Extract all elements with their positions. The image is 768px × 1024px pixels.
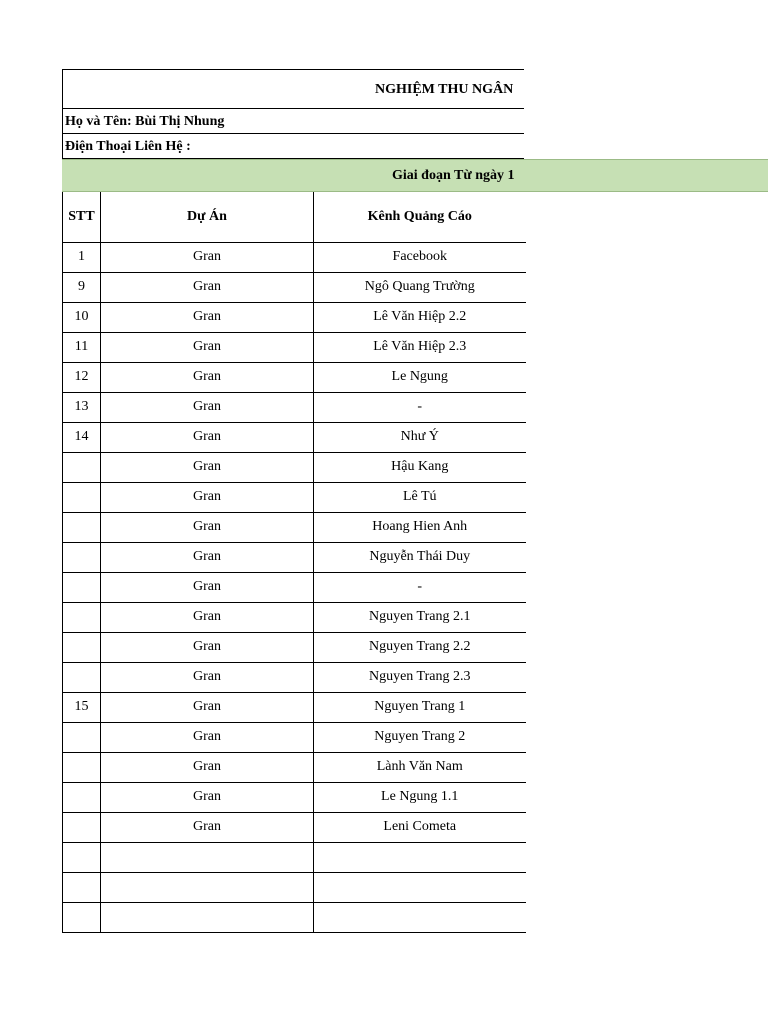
cell-du-an: Gran — [101, 662, 314, 692]
cell-stt — [63, 902, 101, 932]
cell-du-an — [101, 842, 314, 872]
table-row — [63, 722, 526, 752]
table-row — [63, 782, 526, 812]
table-row — [63, 422, 526, 452]
cell-stt — [63, 452, 101, 482]
cell-stt: 13 — [63, 392, 101, 422]
cell-stt — [63, 662, 101, 692]
cell-du-an: Gran — [101, 512, 314, 542]
table-row — [63, 572, 526, 602]
table-row — [63, 812, 526, 842]
table-row — [63, 272, 526, 302]
phone-line: Điện Thoại Liên Hệ : — [62, 134, 524, 159]
phase-text: Giai đoạn Từ ngày 1 — [392, 168, 515, 183]
cell-kenh-quang-cao: Nguyễn Thái Duy — [314, 542, 526, 572]
table-row — [63, 482, 526, 512]
cell-du-an: Gran — [101, 452, 314, 482]
table-row — [63, 872, 526, 902]
cell-du-an: Gran — [101, 332, 314, 362]
cell-stt — [63, 842, 101, 872]
cell-du-an: Gran — [101, 572, 314, 602]
cell-kenh-quang-cao: Lê Văn Hiệp 2.2 — [314, 302, 526, 332]
table-row — [63, 332, 526, 362]
cell-stt: 9 — [63, 272, 101, 302]
table-row — [63, 602, 526, 632]
cell-stt — [63, 602, 101, 632]
cell-du-an: Gran — [101, 602, 314, 632]
cell-kenh-quang-cao: Lê Tú — [314, 482, 526, 512]
table-row — [63, 902, 526, 932]
cell-du-an: Gran — [101, 752, 314, 782]
cell-du-an: Gran — [101, 782, 314, 812]
cell-kenh-quang-cao: Hoang Hien Anh — [314, 512, 526, 542]
cell-du-an — [101, 872, 314, 902]
header-du-an: Dự Án — [101, 192, 314, 242]
table-row — [63, 362, 526, 392]
cell-du-an: Gran — [101, 542, 314, 572]
cell-du-an: Gran — [101, 392, 314, 422]
cell-du-an: Gran — [101, 242, 314, 272]
cell-kenh-quang-cao — [314, 902, 526, 932]
cell-kenh-quang-cao: Nguyen Trang 1 — [314, 692, 526, 722]
table-row — [63, 452, 526, 482]
table-row — [63, 302, 526, 332]
table-row — [63, 692, 526, 722]
cell-du-an — [101, 902, 314, 932]
project-table — [62, 192, 526, 933]
header-kenh-quang-cao: Kênh Quảng Cáo — [314, 192, 526, 242]
cell-kenh-quang-cao: Lê Văn Hiệp 2.3 — [314, 332, 526, 362]
table-row — [63, 512, 526, 542]
cell-kenh-quang-cao — [314, 842, 526, 872]
cell-stt: 11 — [63, 332, 101, 362]
cell-kenh-quang-cao: Ngô Quang Trường — [314, 272, 526, 302]
cell-stt: 1 — [63, 242, 101, 272]
report-sheet — [62, 69, 524, 159]
name-line: Họ và Tên: Bùi Thị Nhung — [62, 109, 524, 134]
cell-kenh-quang-cao: Nguyen Trang 2.1 — [314, 602, 526, 632]
cell-stt — [63, 722, 101, 752]
report-title: NGHIỆM THU NGÂN — [375, 82, 514, 97]
table-header-row — [63, 192, 526, 242]
cell-du-an: Gran — [101, 812, 314, 842]
table-row — [63, 392, 526, 422]
table-row — [63, 632, 526, 662]
title-row — [62, 69, 524, 109]
cell-du-an: Gran — [101, 632, 314, 662]
table-row — [63, 242, 526, 272]
cell-kenh-quang-cao — [314, 872, 526, 902]
table-row — [63, 752, 526, 782]
cell-du-an: Gran — [101, 362, 314, 392]
cell-stt — [63, 632, 101, 662]
table-row — [63, 662, 526, 692]
cell-du-an: Gran — [101, 692, 314, 722]
cell-stt — [63, 812, 101, 842]
table-row — [63, 842, 526, 872]
cell-stt — [63, 512, 101, 542]
table-row — [63, 542, 526, 572]
cell-du-an: Gran — [101, 722, 314, 752]
cell-kenh-quang-cao: Lành Văn Nam — [314, 752, 526, 782]
header-stt: STT — [63, 192, 101, 242]
cell-kenh-quang-cao: Nguyen Trang 2.2 — [314, 632, 526, 662]
cell-du-an: Gran — [101, 272, 314, 302]
cell-kenh-quang-cao: Nguyen Trang 2.3 — [314, 662, 526, 692]
cell-kenh-quang-cao: Le Ngung — [314, 362, 526, 392]
cell-stt: 14 — [63, 422, 101, 452]
cell-kenh-quang-cao: Nguyen Trang 2 — [314, 722, 526, 752]
cell-stt: 10 — [63, 302, 101, 332]
cell-kenh-quang-cao: Facebook — [314, 242, 526, 272]
cell-stt — [63, 872, 101, 902]
cell-kenh-quang-cao: Leni Cometa — [314, 812, 526, 842]
cell-kenh-quang-cao: Hậu Kang — [314, 452, 526, 482]
cell-kenh-quang-cao: - — [314, 392, 526, 422]
cell-stt — [63, 572, 101, 602]
phase-banner — [62, 159, 768, 192]
cell-stt — [63, 782, 101, 812]
table-body — [63, 242, 526, 932]
cell-kenh-quang-cao: Le Ngung 1.1 — [314, 782, 526, 812]
cell-kenh-quang-cao: - — [314, 572, 526, 602]
cell-du-an: Gran — [101, 422, 314, 452]
cell-du-an: Gran — [101, 302, 314, 332]
cell-stt — [63, 542, 101, 572]
cell-du-an: Gran — [101, 482, 314, 512]
cell-stt: 12 — [63, 362, 101, 392]
cell-kenh-quang-cao: Như Ý — [314, 422, 526, 452]
cell-stt — [63, 752, 101, 782]
cell-stt: 15 — [63, 692, 101, 722]
cell-stt — [63, 482, 101, 512]
